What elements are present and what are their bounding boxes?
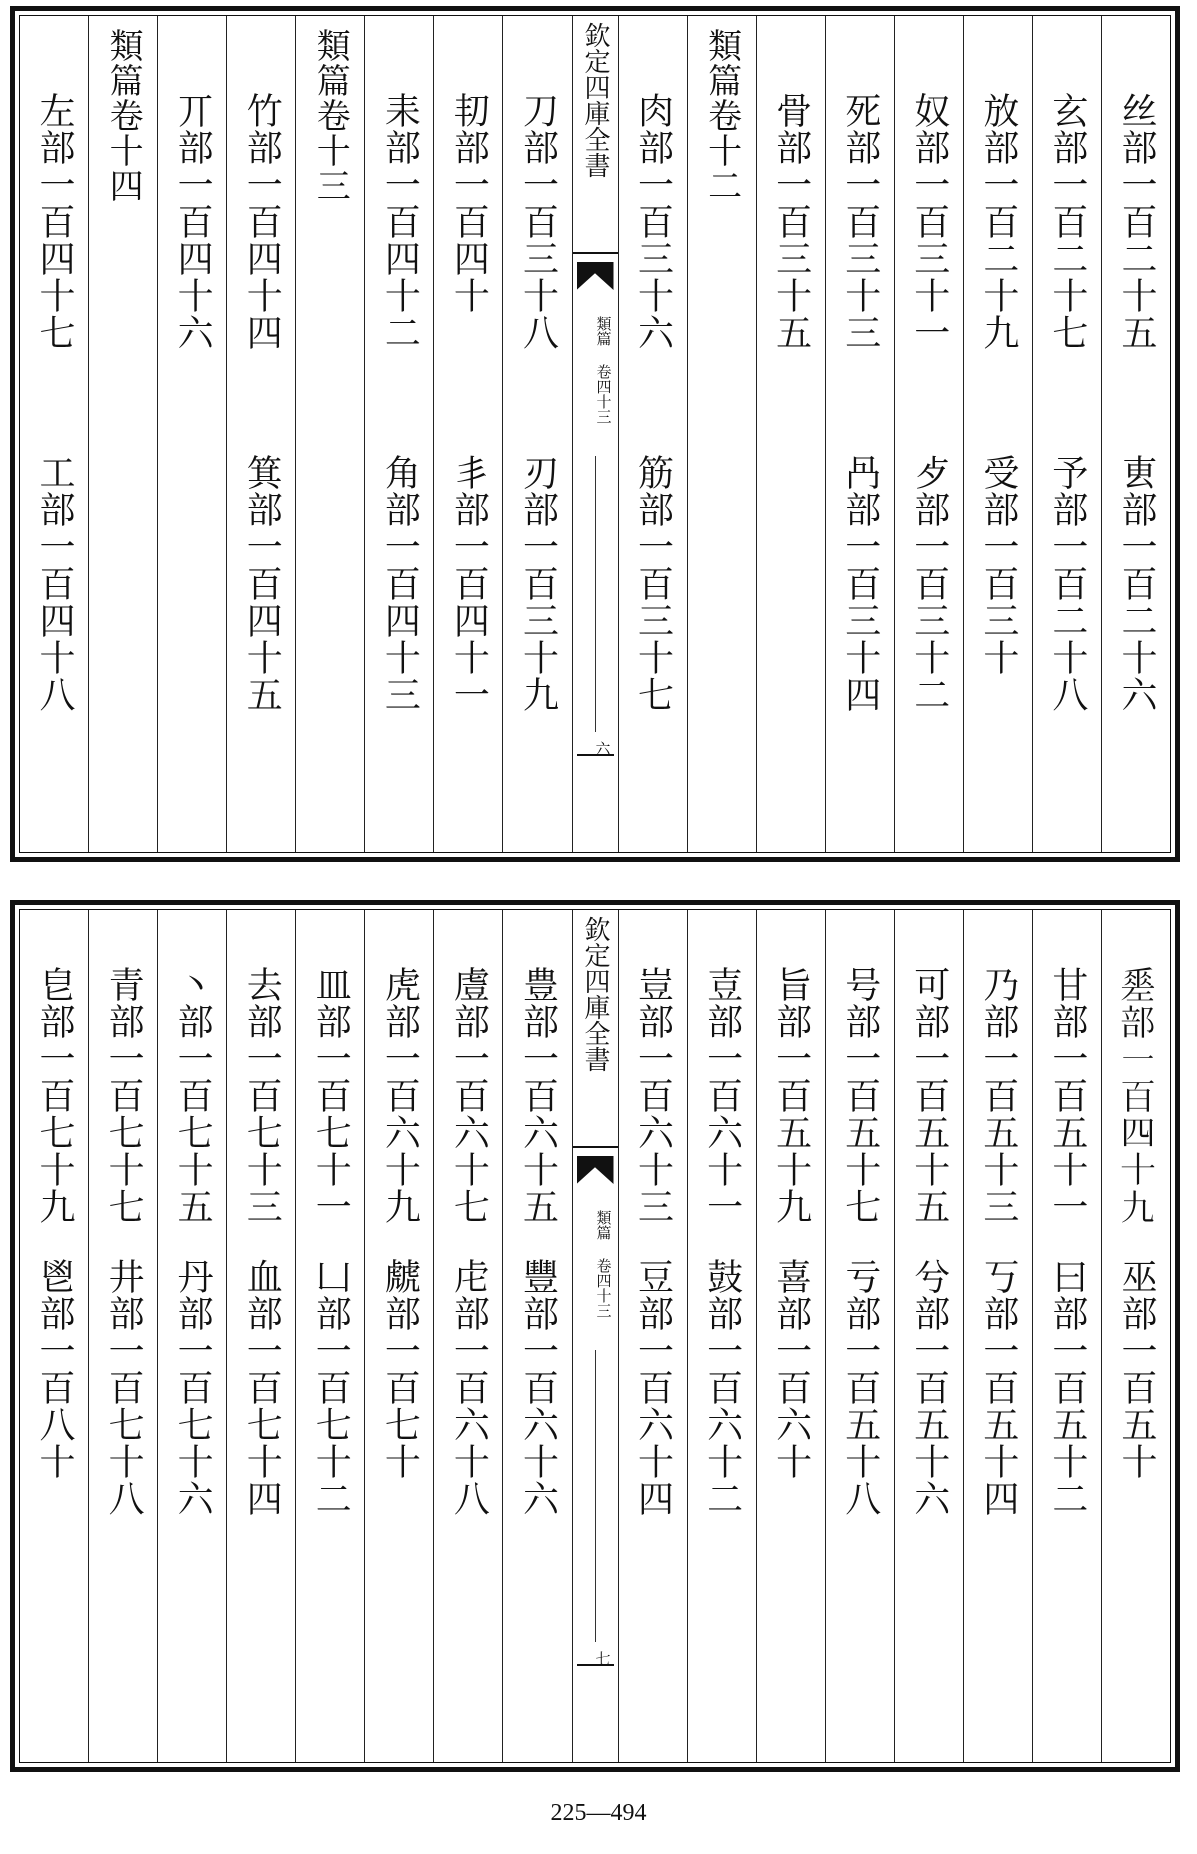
radical-entry: 歺部一百三十二 — [908, 454, 950, 713]
radical-entry: 豊部一百六十五 — [517, 966, 559, 1225]
radical-entry: 壴部一百六十一 — [701, 966, 743, 1225]
radical-entry: 肉部一百三十六 — [632, 92, 674, 351]
top-page-columns — [19, 15, 1171, 853]
radical-entry: 𢀩部一百四十九 — [1115, 966, 1157, 1225]
radical-entry-column — [618, 910, 687, 1762]
fishtail-mark — [577, 1156, 614, 1184]
radical-entry-column — [1032, 910, 1101, 1762]
radical-entry: 可部一百五十五 — [908, 966, 950, 1225]
center-book-title: 欽定四庫全書 — [573, 916, 618, 1148]
radical-entry: 皿部一百七十一 — [310, 966, 352, 1225]
radical-entry: 放部一百二十九 — [977, 92, 1019, 351]
radical-entry: 虎部一百六十九 — [379, 966, 421, 1225]
radical-entry-column — [687, 910, 756, 1762]
volume-heading-column — [687, 16, 756, 852]
radical-entry: 丶部一百七十五 — [172, 966, 214, 1225]
radical-entry: 甘部一百五十一 — [1046, 966, 1088, 1225]
radical-entry-column — [618, 16, 687, 852]
radical-entry: 丯部一百四十一 — [448, 454, 490, 713]
radical-entry: 耒部一百四十二 — [379, 92, 421, 351]
radical-entry: 奴部一百三十一 — [908, 92, 950, 351]
radical-entry-column — [364, 910, 433, 1762]
folio-number: 七 — [593, 1651, 612, 1666]
radical-entry: 竹部一百四十四 — [241, 92, 283, 351]
radical-entry-column — [433, 16, 502, 852]
radical-entry: 曰部一百五十二 — [1046, 1258, 1088, 1517]
radical-entry: 鬯部一百八十 — [34, 1258, 76, 1480]
volume-heading-column — [295, 16, 364, 852]
center-book-title: 欽定四庫全書 — [573, 22, 618, 254]
fishtail-mark — [577, 262, 614, 290]
radical-entry: 丌部一百四十六 — [172, 92, 214, 351]
radical-entry: 喜部一百六十 — [770, 1258, 812, 1480]
radical-entry-column — [226, 910, 295, 1762]
radical-entry: 虤部一百七十 — [379, 1258, 421, 1480]
radical-entry: 凵部一百七十二 — [310, 1258, 352, 1517]
radical-entry: 豈部一百六十三 — [632, 966, 674, 1225]
page-number-footer: 225—494 — [550, 1800, 647, 1826]
bottom-page-columns — [19, 909, 1171, 1763]
radical-entry: 刃部一百三十九 — [517, 454, 559, 713]
center-fold-column — [572, 910, 618, 1762]
radical-entry: 血部一百七十四 — [241, 1258, 283, 1517]
radical-entry: 受部一百三十 — [977, 454, 1019, 676]
radical-entry-column — [1101, 910, 1170, 1762]
radical-entry-column — [825, 16, 894, 852]
radical-entry: 左部一百四十七 — [34, 92, 76, 351]
radical-entry: 乃部一百五十三 — [977, 966, 1019, 1225]
radical-entry-column — [157, 16, 226, 852]
radical-entry-column — [1101, 16, 1170, 852]
top-page — [10, 6, 1180, 862]
bottom-page — [10, 900, 1180, 1772]
radical-entry-column — [756, 16, 825, 852]
radical-entry-column — [20, 910, 88, 1762]
center-fold-column — [572, 16, 618, 852]
volume-heading-column — [88, 16, 157, 852]
radical-entry-column — [894, 16, 963, 852]
radical-entry: 䖒部一百六十七 — [448, 966, 490, 1225]
radical-entry: 工部一百四十八 — [34, 454, 76, 713]
radical-entry: 刀部一百三十八 — [517, 92, 559, 351]
radical-entry-column — [502, 910, 571, 1762]
radical-entry: 井部一百七十八 — [103, 1258, 145, 1517]
radical-entry-column — [364, 16, 433, 852]
radical-entry-column — [1032, 16, 1101, 852]
radical-entry: 青部一百七十七 — [103, 966, 145, 1225]
radical-entry: 鼓部一百六十二 — [701, 1258, 743, 1517]
radical-entry: 予部一百二十八 — [1046, 454, 1088, 713]
radical-entry: 豆部一百六十四 — [632, 1258, 674, 1517]
radical-entry: 豐部一百六十六 — [517, 1258, 559, 1517]
radical-entry: 丹部一百七十六 — [172, 1258, 214, 1517]
radical-entry-column — [894, 910, 963, 1762]
radical-entry-column — [20, 16, 88, 852]
radical-entry: 箕部一百四十五 — [241, 454, 283, 713]
radical-entry-column — [88, 910, 157, 1762]
radical-entry: 冎部一百三十四 — [839, 454, 881, 713]
radical-entry: 死部一百三十三 — [839, 92, 881, 351]
radical-entry: 去部一百七十三 — [241, 966, 283, 1225]
center-volume-info: 類篇 卷四十三 — [594, 1210, 613, 1318]
volume-heading: 類篇卷十三 — [310, 28, 351, 203]
radical-entry: 亏部一百五十八 — [839, 1258, 881, 1517]
radical-entry: 旨部一百五十九 — [770, 966, 812, 1225]
radical-entry: 丝部一百二十五 — [1115, 92, 1157, 351]
radical-entry-column — [157, 910, 226, 1762]
radical-entry: 丂部一百五十四 — [977, 1258, 1019, 1517]
radical-entry: 兮部一百五十六 — [908, 1258, 950, 1517]
radical-entry: 皀部一百七十九 — [34, 966, 76, 1225]
radical-entry: 叀部一百二十六 — [1115, 454, 1157, 713]
center-volume-info: 類篇 卷四十三 — [594, 316, 613, 424]
radical-entry-column — [502, 16, 571, 852]
radical-entry: 巫部一百五十 — [1115, 1258, 1157, 1480]
radical-entry-column — [825, 910, 894, 1762]
radical-entry: 㓞部一百四十 — [448, 92, 490, 314]
radical-entry-column — [295, 910, 364, 1762]
radical-entry: 虍部一百六十八 — [448, 1258, 490, 1517]
folio-number: 六 — [593, 741, 612, 756]
radical-entry: 号部一百五十七 — [839, 966, 881, 1225]
radical-entry-column — [963, 910, 1032, 1762]
radical-entry-column — [226, 16, 295, 852]
center-line — [595, 456, 596, 732]
radical-entry: 骨部一百三十五 — [770, 92, 812, 351]
radical-entry-column — [433, 910, 502, 1762]
volume-heading: 類篇卷十四 — [103, 28, 144, 203]
radical-entry: 筋部一百三十七 — [632, 454, 674, 713]
volume-heading: 類篇卷十二 — [701, 28, 742, 203]
radical-entry-column — [756, 910, 825, 1762]
center-line — [595, 1350, 596, 1642]
radical-entry: 玄部一百二十七 — [1046, 92, 1088, 351]
radical-entry: 角部一百四十三 — [379, 454, 421, 713]
radical-entry-column — [963, 16, 1032, 852]
